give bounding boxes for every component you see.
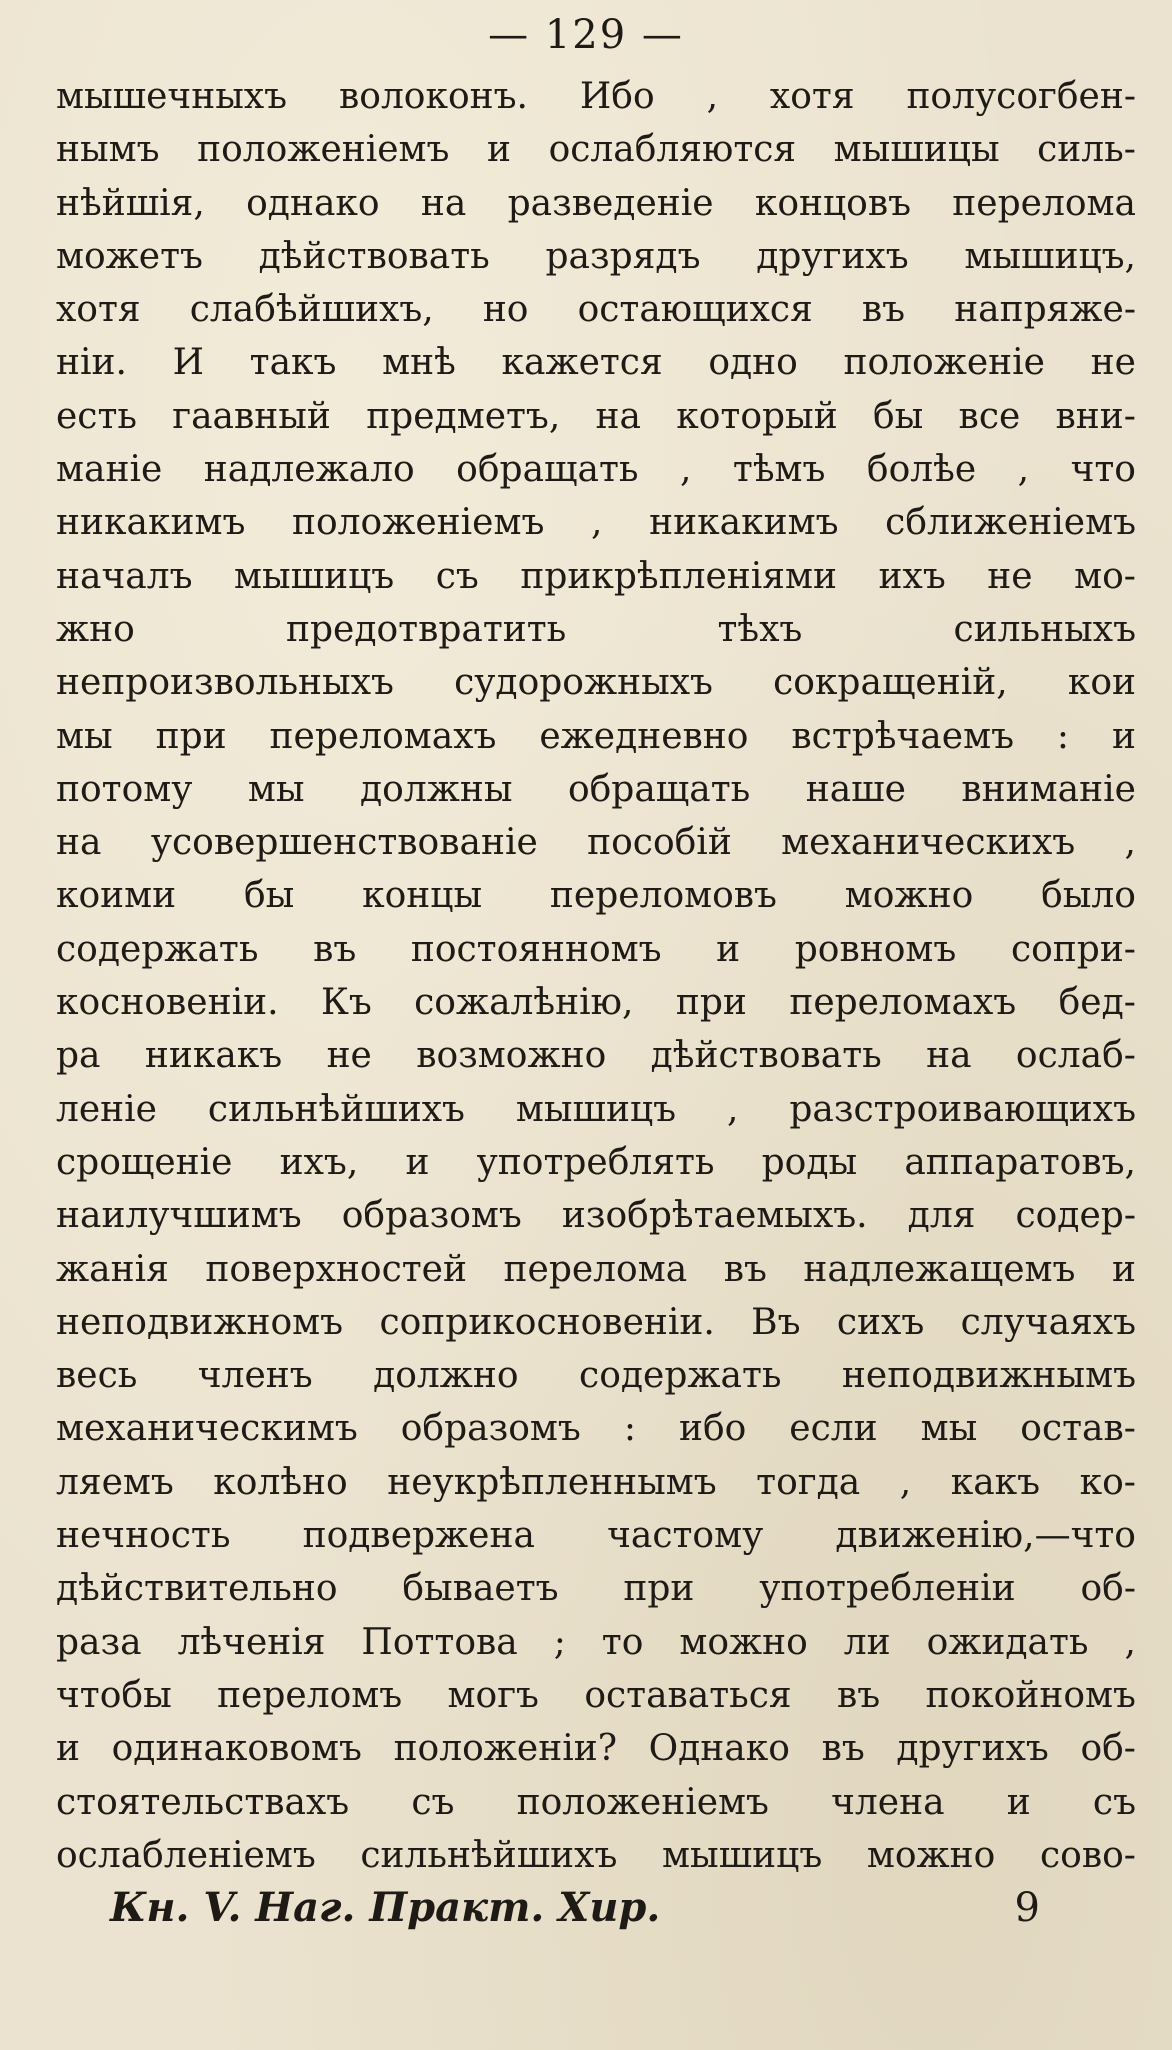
word: содержать <box>579 1355 782 1397</box>
word: такъ <box>249 342 337 384</box>
word: для <box>907 1195 976 1237</box>
word: тогда <box>756 1461 861 1503</box>
word: переломъ <box>217 1674 403 1716</box>
word: кажется <box>501 342 663 384</box>
text-line <box>56 1402 1136 1455</box>
text-line <box>56 976 1136 1029</box>
word: гаавный <box>172 395 331 437</box>
word: переломахъ <box>269 715 497 757</box>
word: предотвратить <box>285 608 567 650</box>
word: мы <box>56 715 113 757</box>
word: неукрѣпленнымъ <box>387 1461 717 1503</box>
word: концы <box>362 875 483 917</box>
word: мы <box>920 1408 978 1450</box>
word: съ <box>435 555 479 597</box>
word: не <box>987 555 1033 597</box>
text-line <box>56 336 1136 389</box>
word: тѣмъ <box>732 449 826 491</box>
word: движенію,—что <box>835 1515 1136 1557</box>
word: частому <box>607 1515 764 1557</box>
text-line <box>56 1829 1136 1882</box>
word: силь- <box>1037 129 1136 171</box>
word: могъ <box>447 1674 539 1716</box>
word: об- <box>1080 1728 1136 1770</box>
text-line <box>56 1243 1136 1296</box>
word: Въ <box>751 1301 801 1343</box>
word: потому <box>56 768 193 810</box>
word: , <box>591 502 603 544</box>
word: : <box>623 1408 636 1450</box>
word: разрядъ <box>545 235 701 277</box>
word: на <box>420 182 467 224</box>
word: въ <box>861 289 906 331</box>
word: возможно <box>416 1035 607 1077</box>
word: ра <box>56 1035 101 1077</box>
word: сожалѣнію, <box>414 982 634 1024</box>
word: ровномъ <box>794 928 957 970</box>
word: хотя <box>769 76 855 117</box>
word: , <box>1017 449 1030 491</box>
word: мышечныхъ <box>56 76 288 117</box>
word: случаяхъ <box>960 1301 1136 1343</box>
word: мышицъ <box>662 1834 823 1876</box>
word: механическихъ <box>781 822 1076 864</box>
word: жанія <box>56 1248 169 1290</box>
word: слабѣйшихъ, <box>189 289 434 331</box>
word: усовершенствованіе <box>150 822 538 864</box>
word: срощеніе <box>56 1141 233 1183</box>
word: Ибо <box>579 76 655 117</box>
text-line <box>56 1669 1136 1722</box>
word: покойномъ <box>925 1674 1136 1716</box>
word: ляемъ <box>56 1461 174 1503</box>
word: и <box>716 928 741 970</box>
word: об- <box>1080 1568 1136 1610</box>
text-line <box>56 443 1136 496</box>
word: концовъ <box>754 182 912 224</box>
word: обращать <box>456 449 639 491</box>
word: на <box>926 1035 972 1077</box>
word: разстроивающихъ <box>789 1088 1136 1130</box>
word: постоянномъ <box>410 928 662 970</box>
word: одно <box>708 342 798 384</box>
word: кои <box>1067 662 1136 704</box>
word: непроизвольныхъ <box>56 662 394 704</box>
word: въ <box>837 1674 881 1716</box>
text-line <box>56 496 1136 549</box>
text-line <box>56 763 1136 816</box>
word: ; <box>553 1621 566 1663</box>
word: , <box>726 1088 739 1130</box>
text-line <box>56 603 1136 656</box>
word: оставаться <box>584 1674 792 1716</box>
word: сильныхъ <box>953 608 1136 650</box>
word: весь <box>56 1355 138 1397</box>
word: другихъ <box>756 235 909 277</box>
word: и <box>405 1141 430 1183</box>
word: положеніемъ <box>197 129 450 171</box>
text-line <box>56 70 1136 123</box>
text-line <box>56 1776 1136 1829</box>
word: ихъ <box>878 555 946 597</box>
word: Однако <box>648 1728 790 1770</box>
word: хотя <box>56 289 141 331</box>
word: сближеніемъ <box>885 502 1136 544</box>
word: мы <box>247 768 305 810</box>
printer-signature-mark: Кн. V. Наг. Практ. Хир. <box>110 1884 661 1931</box>
word: одинаковомъ <box>111 1728 362 1770</box>
word: вниманіе <box>961 768 1136 810</box>
text-line <box>56 1029 1136 1082</box>
word: остающихся <box>577 289 813 331</box>
word: болѣе <box>866 449 977 491</box>
word: лѣченія <box>177 1621 326 1663</box>
word: и <box>1111 715 1136 757</box>
word: косновеніи. <box>56 982 279 1024</box>
body-text <box>56 70 1136 1882</box>
word: неподвижнымъ <box>841 1355 1136 1397</box>
word: надлежащемъ <box>803 1248 1076 1290</box>
word: Поттова <box>361 1621 518 1663</box>
word: наилучшимъ <box>56 1195 302 1237</box>
word: раза <box>56 1621 142 1663</box>
word: было <box>1041 875 1136 917</box>
word: не <box>1090 342 1136 384</box>
word: ослаб- <box>1015 1035 1136 1077</box>
word: содержать <box>56 928 259 970</box>
word: ли <box>843 1621 891 1663</box>
word: переломахъ <box>789 982 1017 1024</box>
word: который <box>676 395 838 437</box>
word: сопри- <box>1010 928 1136 970</box>
word: при <box>155 715 227 757</box>
word: сокращеній, <box>773 662 1008 704</box>
word: И <box>172 342 205 384</box>
word: мышицъ <box>515 1088 677 1130</box>
word: ослабляются <box>548 129 797 171</box>
word: колѣно <box>213 1461 348 1503</box>
word: встрѣчаемъ <box>791 715 1014 757</box>
word: ибо <box>678 1408 747 1450</box>
word: и <box>487 129 512 171</box>
word: что <box>1070 449 1136 491</box>
word: члена <box>831 1781 945 1823</box>
word: мнѣ <box>382 342 456 384</box>
text-line <box>56 177 1136 230</box>
word: наше <box>805 768 906 810</box>
word: при <box>623 1568 695 1610</box>
word: остав- <box>1020 1408 1136 1450</box>
word: прикрѣпленіями <box>520 555 838 597</box>
word: обращать <box>567 768 751 810</box>
word: никакимъ <box>649 502 839 544</box>
word: дѣйствительно <box>56 1568 338 1610</box>
word: нечность <box>56 1515 231 1557</box>
word: есть <box>56 395 137 437</box>
word: тѣхъ <box>717 608 803 650</box>
word: поверхностей <box>205 1248 467 1290</box>
word: ожидать <box>926 1621 1089 1663</box>
word: , <box>1124 822 1136 864</box>
word: пособій <box>587 822 732 864</box>
text-line <box>56 1616 1136 1669</box>
word: изобрѣтаемыхъ. <box>561 1195 868 1237</box>
page-footer <box>110 1878 1040 1938</box>
word: бы <box>243 875 295 917</box>
word: сово- <box>1040 1834 1136 1876</box>
word: положеніе <box>843 342 1045 384</box>
word: бываетъ <box>402 1568 559 1610</box>
word: положеніи? <box>393 1728 617 1770</box>
word: ихъ, <box>279 1141 359 1183</box>
word: но <box>482 289 529 331</box>
word: мышицъ <box>234 555 395 597</box>
word: Къ <box>320 982 372 1024</box>
word: ко- <box>1079 1461 1136 1503</box>
word: : <box>1056 715 1070 757</box>
word: судорожныхъ <box>454 662 713 704</box>
text-line <box>56 656 1136 709</box>
text-line <box>56 1456 1136 1509</box>
word: , <box>1124 1621 1136 1663</box>
text-line <box>56 710 1136 763</box>
word: надлежало <box>203 449 415 491</box>
text-line <box>56 923 1136 976</box>
word: подвержена <box>302 1515 535 1557</box>
word: жно <box>56 608 135 650</box>
word: положеніемъ <box>292 502 545 544</box>
text-line <box>56 390 1136 443</box>
word: стоятельствахъ <box>56 1781 350 1823</box>
word: въ <box>821 1728 865 1770</box>
word: разведеніе <box>507 182 714 224</box>
word: дѣйствовать <box>650 1035 882 1077</box>
word: ежедневно <box>539 715 749 757</box>
word: положеніемъ <box>516 1781 769 1823</box>
word: нѣйшія, <box>56 182 205 224</box>
word: ніи. <box>56 342 127 384</box>
word: можно <box>844 875 974 917</box>
text-line <box>56 1562 1136 1615</box>
word: при <box>675 982 747 1024</box>
word: однако <box>246 182 380 224</box>
word: вни- <box>1055 395 1136 437</box>
word: коими <box>56 875 177 917</box>
word: то <box>601 1621 644 1663</box>
word: бы <box>872 395 924 437</box>
text-line <box>56 869 1136 922</box>
text-line <box>56 123 1136 176</box>
word: волоконъ. <box>339 76 528 117</box>
word: образомъ <box>341 1195 522 1237</box>
word: и <box>1112 1248 1136 1290</box>
word: должны <box>360 768 513 810</box>
word: бед- <box>1058 982 1136 1024</box>
word: ослабленіемъ <box>56 1834 316 1876</box>
word: въ <box>313 928 357 970</box>
word: , <box>899 1461 912 1503</box>
word: началъ <box>56 555 193 597</box>
word: маніе <box>56 449 163 491</box>
text-line <box>56 230 1136 283</box>
word: нымъ <box>56 129 160 171</box>
word: напряже- <box>954 289 1136 331</box>
word: членъ <box>197 1355 313 1397</box>
word: дѣйствовать <box>258 235 490 277</box>
word: употребленіи <box>759 1568 1016 1610</box>
word: перелома <box>503 1248 688 1290</box>
word: мо- <box>1074 555 1136 597</box>
word: неподвижномъ <box>56 1301 344 1343</box>
word: можно <box>866 1834 996 1876</box>
word: мышицъ, <box>964 235 1136 277</box>
word: переломовъ <box>549 875 777 917</box>
page-number: — 129 — <box>488 12 684 58</box>
word: и <box>1006 1781 1031 1823</box>
text-line <box>56 283 1136 336</box>
word: если <box>789 1408 878 1450</box>
text-line <box>56 816 1136 869</box>
word: употреблять <box>476 1141 715 1183</box>
word: предметъ, <box>366 395 561 437</box>
word: образомъ <box>400 1408 581 1450</box>
word: сихъ <box>836 1301 925 1343</box>
text-line <box>56 1189 1136 1242</box>
word: на <box>595 395 641 437</box>
word: , <box>706 76 719 117</box>
text-line <box>56 1083 1136 1136</box>
word: леніе <box>56 1088 157 1130</box>
word: можно <box>679 1621 808 1663</box>
word: , <box>679 449 692 491</box>
word: никакимъ <box>56 502 246 544</box>
word: какъ <box>950 1461 1041 1503</box>
word: сильнѣйшихъ <box>207 1088 465 1130</box>
text-line <box>56 1136 1136 1189</box>
text-line <box>56 1509 1136 1562</box>
word: роды <box>761 1141 858 1183</box>
word: аппаратовъ, <box>904 1141 1136 1183</box>
word: полусогбен- <box>906 76 1136 117</box>
word: должно <box>373 1355 519 1397</box>
sheet-number: 9 <box>1014 1885 1040 1931</box>
word: и <box>56 1728 80 1770</box>
word: перелома <box>952 182 1136 224</box>
word: мышицы <box>833 129 1000 171</box>
word: не <box>326 1035 372 1077</box>
word: съ <box>411 1781 455 1823</box>
word: въ <box>723 1248 767 1290</box>
word: на <box>56 822 102 864</box>
word: можетъ <box>56 235 203 277</box>
word: другихъ <box>896 1728 1049 1770</box>
text-line <box>56 550 1136 603</box>
word: сильнѣйшихъ <box>360 1834 618 1876</box>
text-line <box>56 1722 1136 1775</box>
word: механическимъ <box>56 1408 358 1450</box>
word: все <box>958 395 1021 437</box>
word: съ <box>1092 1781 1136 1823</box>
text-line <box>56 1349 1136 1402</box>
word: соприкосновеніи. <box>379 1301 715 1343</box>
text-line <box>56 1296 1136 1349</box>
word: никакъ <box>144 1035 283 1077</box>
word: чтобы <box>56 1674 172 1716</box>
word: содер- <box>1015 1195 1136 1237</box>
